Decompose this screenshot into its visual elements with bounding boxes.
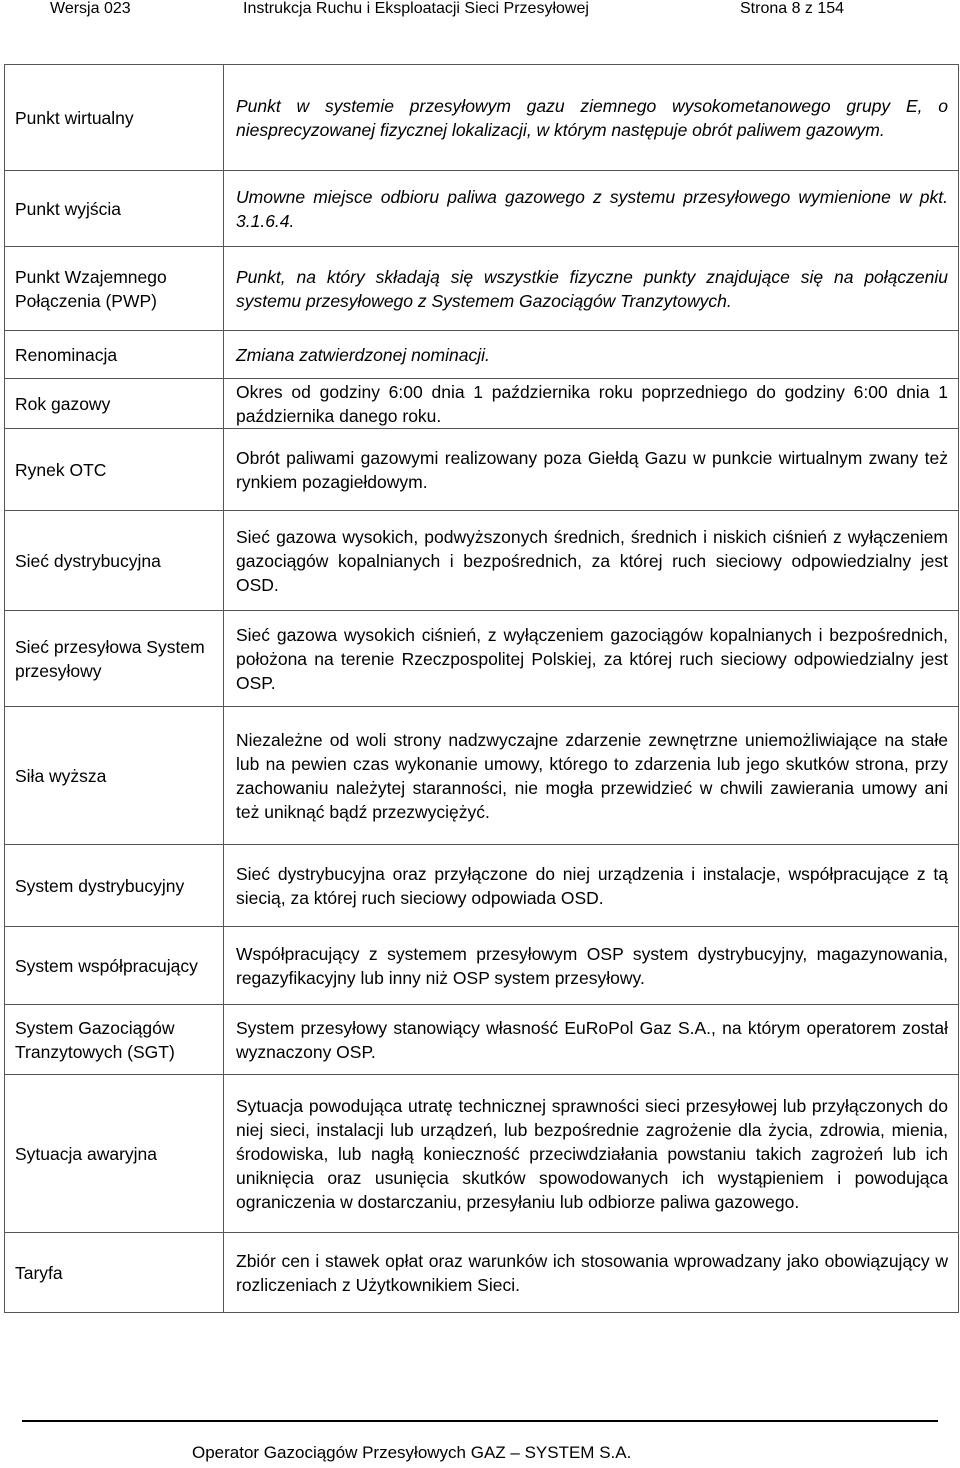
page-footer: Operator Gazociągów Przesyłowych GAZ – SYSTEM S.A.: [192, 1443, 632, 1462]
page-header: [0, 0, 960, 28]
definition-term: Sieć dystrybucyjna: [5, 511, 224, 611]
definition-description: Umowne miejsce odbioru paliwa gazowego z systemu przesyłowego wymienione w pkt. 3.1.6.4.: [224, 171, 959, 247]
definition-term: System współpracujący: [5, 927, 224, 1005]
definition-row: [5, 707, 959, 845]
definition-term: Siła wyższa: [5, 707, 224, 845]
definition-description: Niezależne od woli strony nadzwyczajne zdarzenie zewnętrzne uniemożliwiające na stałe lub na pewien czas wykonanie umowy, którego to zdarzenia lub jego skutków strona, przy zachowaniu należytej staranności, nie mogła przewidzieć w chwili zawierania umowy ani też uniknąć bądź przezwyciężyć.: [224, 707, 959, 845]
definition-term: Punkt wyjścia: [5, 171, 224, 247]
definition-term: Taryfa: [5, 1233, 224, 1313]
definition-row: [5, 65, 959, 171]
definitions-table-body: [5, 65, 959, 1313]
definition-description: Punkt w systemie przesyłowym gazu ziemnego wysokometanowego grupy E, o niesprecyzowanej fizycznej lokalizacji, w którym następuje obrót paliwem gazowym.: [224, 65, 959, 171]
definition-row: [5, 379, 959, 429]
document-title: Instrukcja Ruchu i Eksploatacji Sieci Przesyłowej: [243, 0, 589, 17]
definition-row: [5, 611, 959, 707]
definition-description: Sieć gazowa wysokich ciśnień, z wyłączeniem gazociągów kopalnianych i bezpośrednich, położona na terenie Rzeczpospolitej Polskiej, za której ruch sieciowy odpowiedzialny jest OSP.: [224, 611, 959, 707]
definition-description: Okres od godziny 6:00 dnia 1 października roku poprzedniego do godziny 6:00 dnia 1 października danego roku.: [224, 379, 959, 429]
definition-row: [5, 429, 959, 511]
definition-description: Sieć gazowa wysokich, podwyższonych średnich, średnich i niskich ciśnień z wyłączeniem gazociągów kopalnianych i bezpośrednich, za której ruch sieciowy odpowiedzialny jest OSD.: [224, 511, 959, 611]
footer-divider: [22, 1420, 938, 1422]
definition-description: Współpracujący z systemem przesyłowym OSP system dystrybucyjny, magazynowania, regazyfikacyjny lub inny niż OSP system przesyłowy.: [224, 927, 959, 1005]
definition-row: [5, 1233, 959, 1313]
definition-description: Sytuacja powodująca utratę technicznej sprawności sieci przesyłowej lub przyłączonych do niej sieci, instalacji lub urządzeń, lub bezpośrednie zagrożenie dla życia, zdrowia, mienia, środowiska, lub nagłą konieczność przeciwdziałania powstaniu takich zagrożeń lub ich uniknięcia oraz usunięcia skutków spowodowanych ich wystąpieniem i powodująca ograniczenia w dostarczaniu, przesyłaniu lub odbiorze paliwa gazowego.: [224, 1075, 959, 1233]
definition-row: [5, 331, 959, 379]
definition-row: [5, 1005, 959, 1075]
definition-term: Rok gazowy: [5, 379, 224, 429]
definition-description: Punkt, na który składają się wszystkie fizyczne punkty znajdujące się na połączeniu systemu przesyłowego z Systemem Gazociągów Tranzytowych.: [224, 247, 959, 331]
definition-description: Obrót paliwami gazowymi realizowany poza Giełdą Gazu w punkcie wirtualnym zwany też rynkiem pozagiełdowym.: [224, 429, 959, 511]
definition-term: Sieć przesyłowa System przesyłowy: [5, 611, 224, 707]
definition-row: [5, 171, 959, 247]
definition-term: Renominacja: [5, 331, 224, 379]
definition-term: Sytuacja awaryjna: [5, 1075, 224, 1233]
definition-row: [5, 511, 959, 611]
definition-description: Sieć dystrybucyjna oraz przyłączone do niej urządzenia i instalacje, współpracujące z tą siecią, za której ruch sieciowy odpowiada OSD.: [224, 845, 959, 927]
definition-description: System przesyłowy stanowiący własność EuRoPol Gaz S.A., na którym operatorem został wyznaczony OSP.: [224, 1005, 959, 1075]
definition-term: Punkt wirtualny: [5, 65, 224, 171]
definition-term: Rynek OTC: [5, 429, 224, 511]
page-number: Strona 8 z 154: [740, 0, 845, 17]
definition-description: Zbiór cen i stawek opłat oraz warunków ich stosowania wprowadzany jako obowiązujący w rozliczeniach z Użytkownikiem Sieci.: [224, 1233, 959, 1313]
definition-row: [5, 247, 959, 331]
document-version: Wersja 023: [50, 0, 131, 17]
definition-row: [5, 1075, 959, 1233]
definition-term: Punkt Wzajemnego Połączenia (PWP): [5, 247, 224, 331]
definition-row: [5, 845, 959, 927]
definition-description: Zmiana zatwierdzonej nominacji.: [224, 331, 959, 379]
definitions-table: [4, 64, 959, 1313]
definition-term: System Gazociągów Tranzytowych (SGT): [5, 1005, 224, 1075]
definition-term: System dystrybucyjny: [5, 845, 224, 927]
definition-row: [5, 927, 959, 1005]
